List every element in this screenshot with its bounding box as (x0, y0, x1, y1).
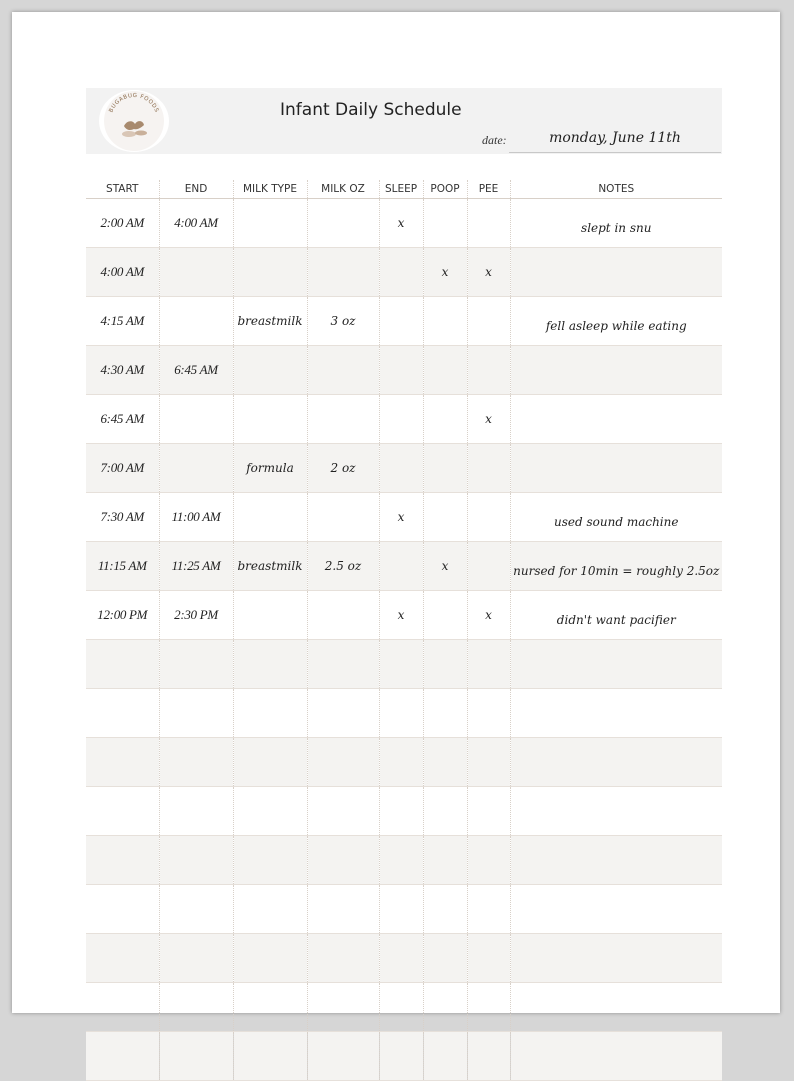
milk-type-cell (233, 787, 307, 836)
milk-type-cell (233, 640, 307, 689)
start-cell (86, 836, 159, 885)
table-row (86, 297, 722, 346)
pee-cell (467, 199, 510, 248)
notes-cell (510, 395, 722, 444)
milk-oz-cell (307, 983, 379, 1032)
milk-oz-cell (307, 346, 379, 395)
poop-cell (423, 934, 467, 983)
end-cell (159, 836, 233, 885)
milk-type-cell (233, 885, 307, 934)
end-cell (159, 983, 233, 1032)
col-header-sleep: SLEEP (379, 180, 423, 199)
end-cell: 4:00 AM (159, 199, 233, 248)
milk-oz-cell (307, 934, 379, 983)
sleep-cell (379, 297, 423, 346)
milk-oz-cell: 3 oz (307, 297, 379, 346)
notes-cell (510, 346, 722, 395)
poop-cell (423, 689, 467, 738)
notes-cell (510, 885, 722, 934)
milk-oz-cell (307, 591, 379, 640)
start-cell (86, 787, 159, 836)
table-row (86, 493, 722, 542)
notes-cell (510, 787, 722, 836)
start-cell (86, 934, 159, 983)
sleep-cell (379, 346, 423, 395)
notes-cell: fell asleep while eating (510, 297, 722, 346)
milk-oz-cell: 2 oz (307, 444, 379, 493)
notes-cell (510, 836, 722, 885)
milk-type-cell (233, 346, 307, 395)
poop-cell: x (423, 248, 467, 297)
table-row (86, 836, 722, 885)
poop-cell (423, 787, 467, 836)
pee-cell (467, 542, 510, 591)
milk-type-cell (233, 493, 307, 542)
poop-cell (423, 1032, 467, 1081)
sleep-cell: x (379, 493, 423, 542)
milk-type-cell (233, 934, 307, 983)
col-header-poop: POOP (423, 180, 467, 199)
milk-type-cell (233, 836, 307, 885)
end-cell (159, 787, 233, 836)
pee-cell (467, 1032, 510, 1081)
col-header-pee: PEE (467, 180, 510, 199)
start-cell (86, 1032, 159, 1081)
bird-logo-icon (99, 90, 169, 152)
milk-oz-cell (307, 199, 379, 248)
table-row (86, 787, 722, 836)
milk-oz-cell (307, 395, 379, 444)
table-row (86, 444, 722, 493)
table-row (86, 885, 722, 934)
table-row (86, 640, 722, 689)
col-header-milk-type: MILK TYPE (233, 180, 307, 199)
poop-cell (423, 836, 467, 885)
sleep-cell (379, 885, 423, 934)
poop-cell (423, 885, 467, 934)
milk-oz-cell (307, 787, 379, 836)
date-underline (509, 152, 721, 153)
notes-cell (510, 1032, 722, 1081)
table-row (86, 738, 722, 787)
notes-cell (510, 983, 722, 1032)
sleep-cell (379, 689, 423, 738)
start-cell (86, 983, 159, 1032)
milk-type-cell (233, 1032, 307, 1081)
sleep-cell (379, 444, 423, 493)
end-cell (159, 1032, 233, 1081)
end-cell: 2:30 PM (159, 591, 233, 640)
end-cell: 11:00 AM (159, 493, 233, 542)
milk-oz-cell (307, 640, 379, 689)
end-cell (159, 395, 233, 444)
sleep-cell (379, 395, 423, 444)
pee-cell: x (467, 591, 510, 640)
start-cell: 4:30 AM (86, 346, 159, 395)
milk-type-cell: formula (233, 444, 307, 493)
pee-cell (467, 346, 510, 395)
notes-cell (510, 934, 722, 983)
header-row (86, 180, 722, 199)
table-row (86, 542, 722, 591)
pee-cell (467, 444, 510, 493)
start-cell: 7:30 AM (86, 493, 159, 542)
table-row (86, 199, 722, 248)
sleep-cell: x (379, 199, 423, 248)
start-cell (86, 640, 159, 689)
logo-text: BUGABUG FOODS (108, 92, 160, 114)
pee-cell (467, 493, 510, 542)
sleep-cell (379, 836, 423, 885)
milk-type-cell: breastmilk (233, 542, 307, 591)
sleep-cell (379, 738, 423, 787)
poop-cell (423, 199, 467, 248)
table-row (86, 395, 722, 444)
end-cell (159, 640, 233, 689)
end-cell (159, 738, 233, 787)
end-cell: 6:45 AM (159, 346, 233, 395)
sleep-cell (379, 787, 423, 836)
milk-oz-cell (307, 738, 379, 787)
poop-cell: x (423, 542, 467, 591)
sleep-cell (379, 983, 423, 1032)
milk-oz-cell (307, 493, 379, 542)
notes-cell (510, 689, 722, 738)
end-cell (159, 934, 233, 983)
pee-cell (467, 738, 510, 787)
start-cell (86, 885, 159, 934)
poop-cell (423, 444, 467, 493)
sleep-cell (379, 640, 423, 689)
end-cell (159, 297, 233, 346)
start-cell (86, 689, 159, 738)
milk-oz-cell (307, 689, 379, 738)
end-cell (159, 885, 233, 934)
pee-cell: x (467, 248, 510, 297)
start-cell: 12:00 PM (86, 591, 159, 640)
milk-oz-cell (307, 836, 379, 885)
date-value: monday, June 11th (549, 130, 681, 146)
milk-oz-cell (307, 1032, 379, 1081)
col-header-notes: NOTES (510, 180, 722, 199)
table-row (86, 346, 722, 395)
milk-type-cell (233, 738, 307, 787)
pee-cell: x (467, 395, 510, 444)
notes-cell (510, 640, 722, 689)
sleep-cell: x (379, 591, 423, 640)
notes-cell (510, 248, 722, 297)
notes-cell (510, 444, 722, 493)
pee-cell (467, 297, 510, 346)
table-row (86, 1032, 722, 1081)
milk-type-cell (233, 248, 307, 297)
milk-oz-cell (307, 885, 379, 934)
pee-cell (467, 885, 510, 934)
pee-cell (467, 836, 510, 885)
milk-type-cell: breastmilk (233, 297, 307, 346)
milk-type-cell (233, 199, 307, 248)
poop-cell (423, 493, 467, 542)
sleep-cell (379, 542, 423, 591)
brand-logo (99, 90, 169, 152)
page-title: Infant Daily Schedule (280, 100, 462, 120)
poop-cell (423, 395, 467, 444)
pee-cell (467, 640, 510, 689)
table-row (86, 689, 722, 738)
end-cell (159, 689, 233, 738)
milk-type-cell (233, 983, 307, 1032)
end-cell (159, 444, 233, 493)
start-cell: 11:15 AM (86, 542, 159, 591)
milk-oz-cell (307, 248, 379, 297)
start-cell: 2:00 AM (86, 199, 159, 248)
notes-cell: nursed for 10min = roughly 2.5oz (510, 542, 722, 591)
schedule-table (86, 180, 722, 1081)
table-row (86, 248, 722, 297)
date-label: date: (482, 133, 507, 147)
sleep-cell (379, 1032, 423, 1081)
end-cell (159, 248, 233, 297)
start-cell: 7:00 AM (86, 444, 159, 493)
sleep-cell (379, 934, 423, 983)
poop-cell (423, 640, 467, 689)
poop-cell (423, 738, 467, 787)
table-row (86, 934, 722, 983)
table-row (86, 983, 722, 1032)
start-cell: 4:00 AM (86, 248, 159, 297)
col-header-start: START (86, 180, 159, 199)
sleep-cell (379, 248, 423, 297)
poop-cell (423, 297, 467, 346)
notes-cell: didn't want pacifier (510, 591, 722, 640)
milk-oz-cell: 2.5 oz (307, 542, 379, 591)
notes-cell: used sound machine (510, 493, 722, 542)
start-cell (86, 738, 159, 787)
milk-type-cell (233, 395, 307, 444)
poop-cell (423, 346, 467, 395)
notes-cell: slept in snu (510, 199, 722, 248)
pee-cell (467, 983, 510, 1032)
col-header-milk-oz: MILK OZ (307, 180, 379, 199)
pee-cell (467, 689, 510, 738)
poop-cell (423, 591, 467, 640)
end-cell: 11:25 AM (159, 542, 233, 591)
milk-type-cell (233, 689, 307, 738)
poop-cell (423, 983, 467, 1032)
start-cell: 6:45 AM (86, 395, 159, 444)
col-header-end: END (159, 180, 233, 199)
start-cell: 4:15 AM (86, 297, 159, 346)
table-row (86, 591, 722, 640)
notes-cell (510, 738, 722, 787)
pee-cell (467, 787, 510, 836)
pee-cell (467, 934, 510, 983)
milk-type-cell (233, 591, 307, 640)
